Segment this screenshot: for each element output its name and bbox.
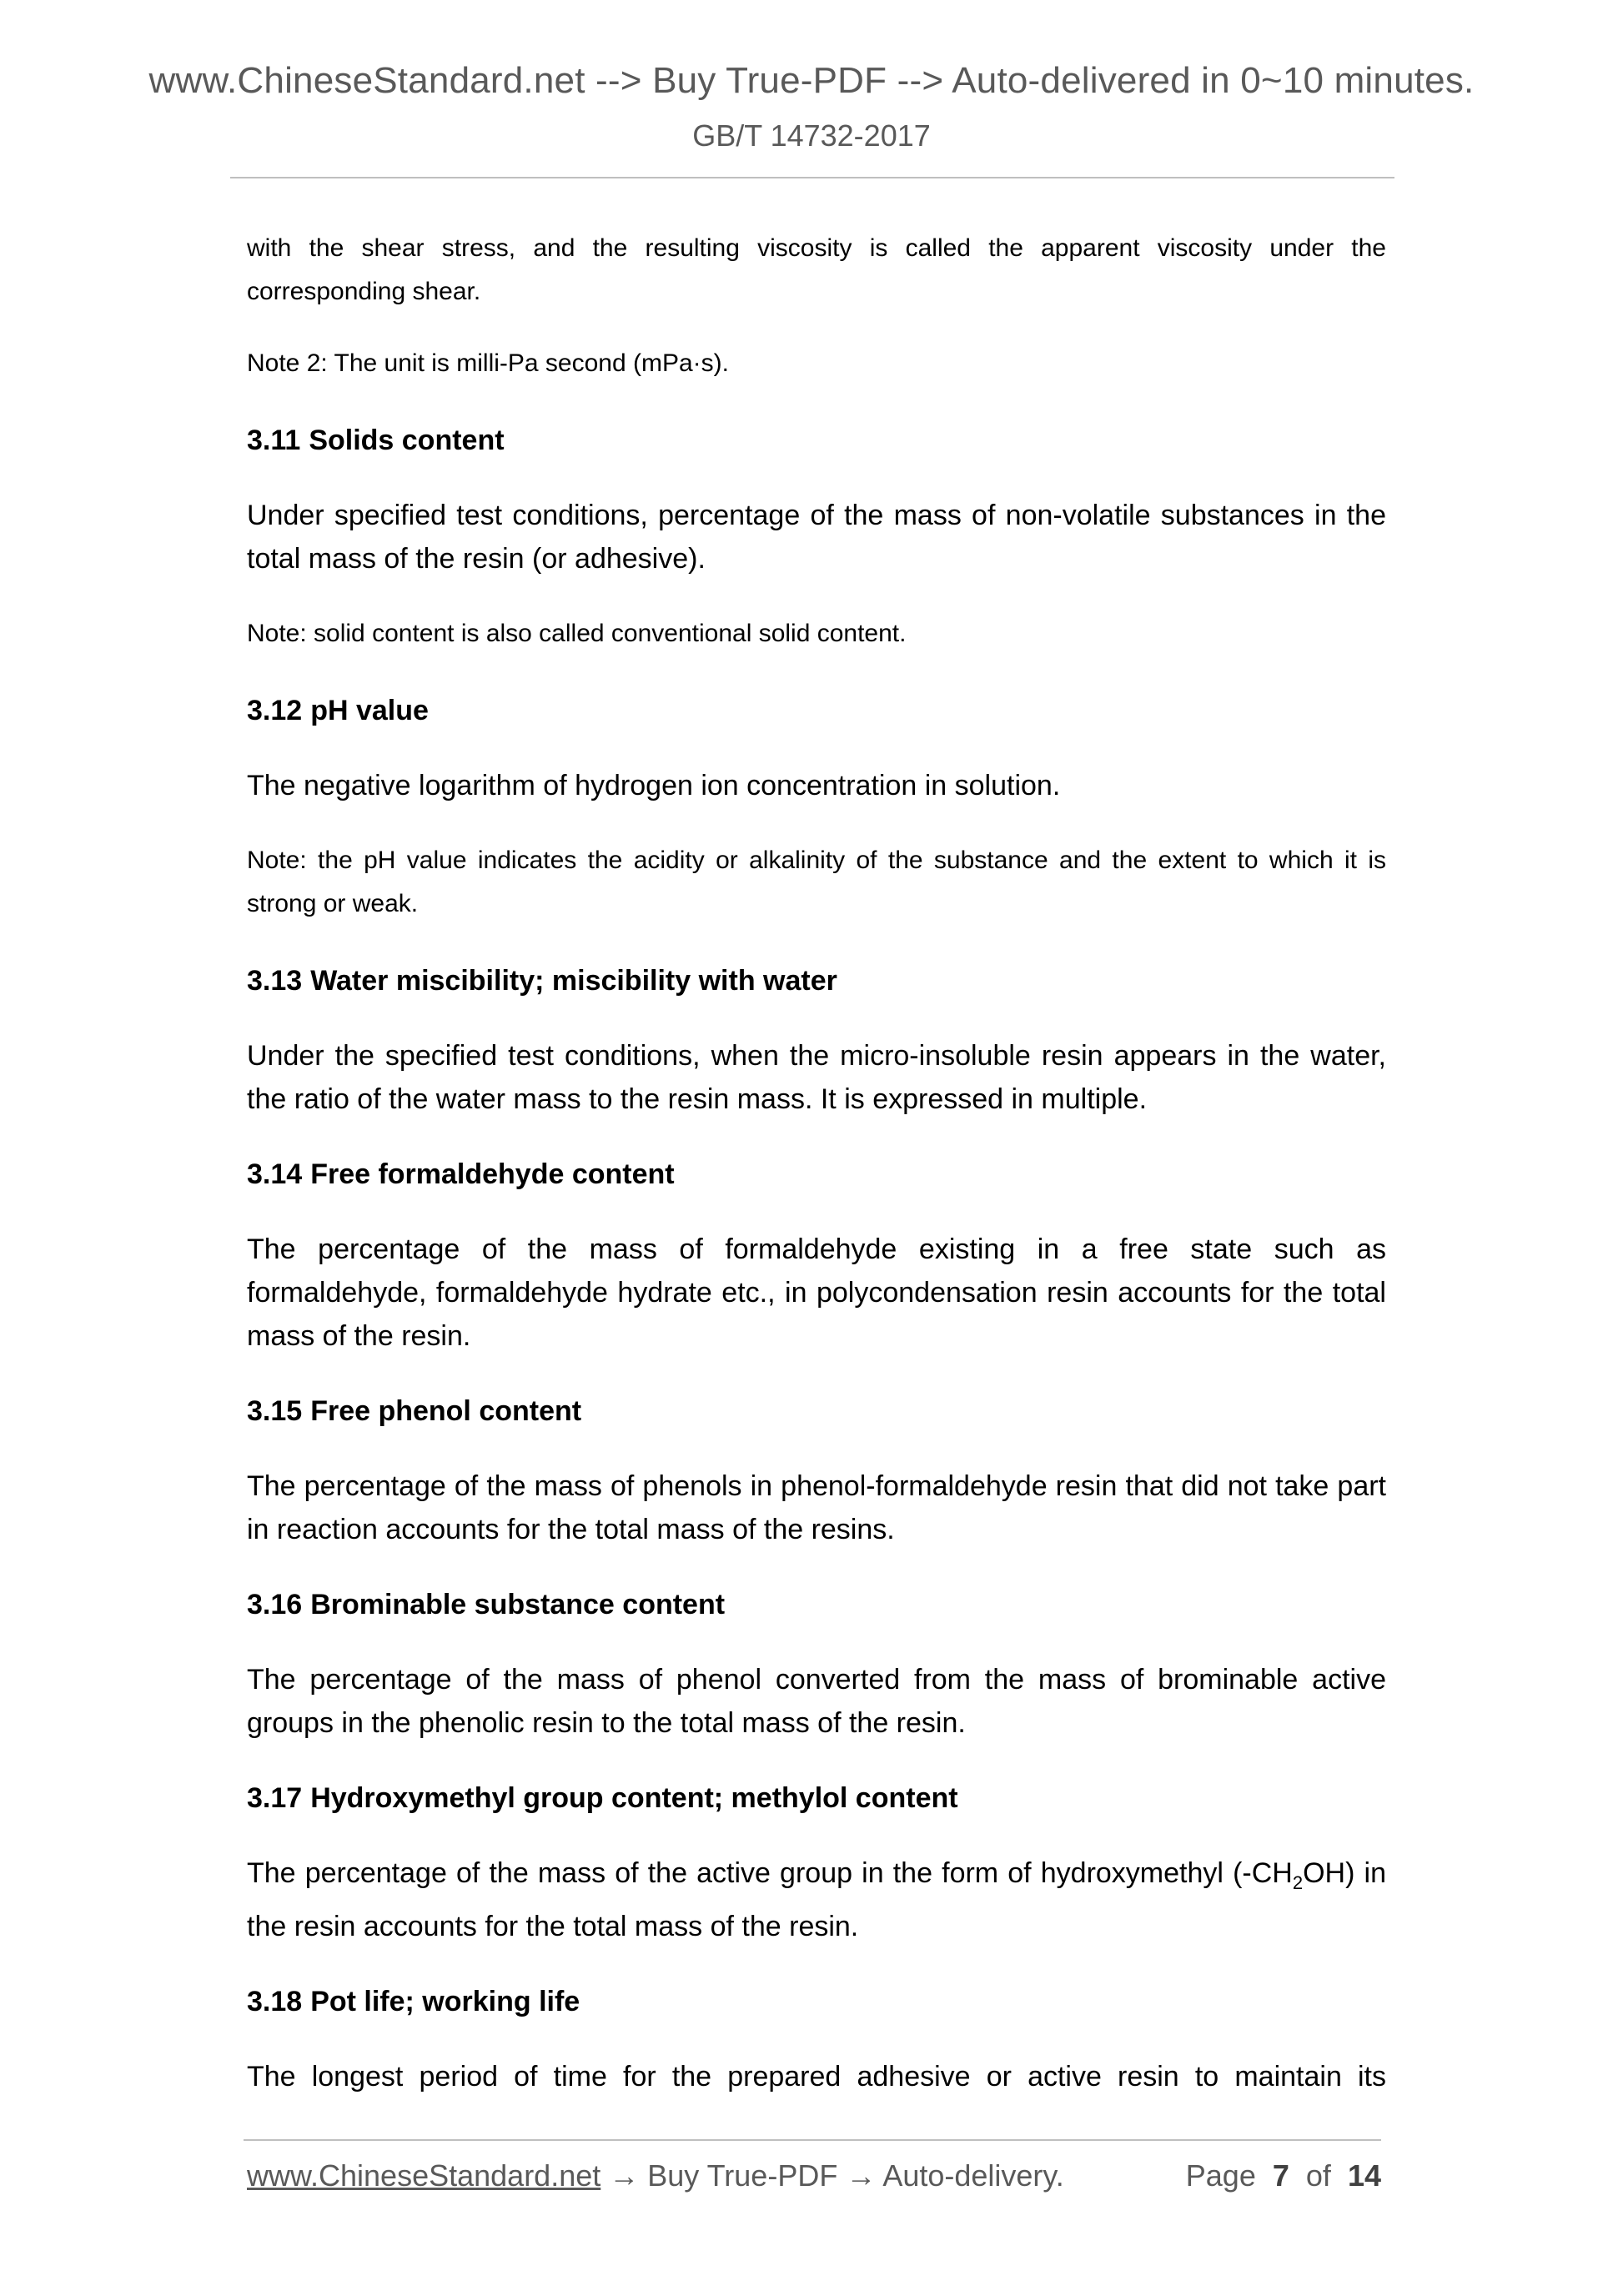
section-heading-3-15	[247, 1389, 1386, 1433]
section-number: 3.11	[247, 425, 301, 456]
footer-left	[247, 2158, 1064, 2193]
total-pages-number: 14	[1347, 2158, 1381, 2193]
section-text-3-13: Under the specified test conditions, when the micro-insoluble resin appears in the water, the ratio of the water mass to the resin mass. It is expressed in multiple.	[247, 1040, 1386, 1115]
section-text-3-15: The percentage of the mass of phenols in phenol-formaldehyde resin that did not take part in reaction accounts for the total mass of the resins.	[247, 1470, 1386, 1545]
section-text-3-12: The negative logarithm of hydrogen ion concentration in solution.	[247, 770, 1061, 801]
section-heading-3-18	[247, 1980, 1386, 2023]
note-unit: Note 2: The unit is milli-Pa second (mPa·s).	[247, 349, 729, 377]
section-title: pH value	[310, 695, 429, 726]
section-title: Solids content	[309, 425, 505, 456]
page-footer	[247, 2158, 1381, 2200]
section-heading-3-14	[247, 1153, 1386, 1196]
page-label: Page	[1185, 2158, 1256, 2193]
document-body	[247, 227, 1386, 2130]
section-note-3-11: Note: solid content is also called conventional solid content.	[247, 620, 907, 647]
section-title: Free phenol content	[310, 1395, 582, 1427]
section-heading-3-16	[247, 1583, 1386, 1626]
section-note-3-12: Note: the pH value indicates the acidity or alkalinity of the substance and the extent to which it is strong or weak.	[247, 847, 1386, 917]
section-title: Water miscibility; miscibility with water	[310, 965, 837, 997]
text-segment: The percentage of the mass of the active group in the form of hydroxymethyl (-CH	[247, 1857, 1293, 1889]
page-of-label: of	[1305, 2158, 1331, 2193]
section-number: 3.15	[247, 1395, 303, 1427]
section-number: 3.13	[247, 965, 303, 997]
section-number: 3.17	[247, 1782, 303, 1814]
intro-paragraph: with the shear stress, and the resulting viscosity is called the apparent viscosity under the corresponding shear.	[247, 234, 1386, 305]
section-title: Brominable substance content	[310, 1589, 726, 1620]
section-heading-3-11	[247, 419, 1386, 462]
section-number: 3.16	[247, 1589, 303, 1620]
section-text-3-18: The longest period of time for the prepared adhesive or active resin to maintain its	[247, 2060, 1386, 2093]
section-heading-3-17	[247, 1776, 1386, 1820]
section-text-3-16: The percentage of the mass of phenol converted from the mass of brominable active groups in the phenolic resin to the total mass of the resin.	[247, 1664, 1386, 1739]
section-text-3-17	[247, 1851, 1386, 1948]
section-number: 3.12	[247, 695, 303, 726]
section-heading-3-12	[247, 689, 1386, 732]
page-indicator	[1186, 2158, 1381, 2193]
chemical-subscript: 2	[1292, 1871, 1304, 1893]
website-link[interactable]: www.ChineseStandard.net	[247, 2158, 601, 2193]
section-number: 3.18	[247, 1985, 303, 2017]
footer-divider	[244, 2139, 1381, 2141]
section-number: 3.14	[247, 1158, 303, 1190]
section-title: Free formaldehyde content	[310, 1158, 675, 1190]
section-text-3-14: The percentage of the mass of formaldehyde existing in a free state such as formaldehyde, formaldehyde hydrate etc., in polycondensation resin accounts for the total mass of the resin.	[247, 1233, 1386, 1352]
section-title: Pot life; working life	[310, 1985, 580, 2017]
text-segment: OH) in the resin accounts for the total mass of the resin.	[247, 1857, 1386, 1942]
standard-number: GB/T 14732-2017	[692, 118, 931, 153]
footer-trail-text: → Buy True-PDF → Auto-delivery.	[600, 2158, 1064, 2193]
section-heading-3-13	[247, 959, 1386, 1002]
header-divider	[230, 177, 1394, 178]
section-text-3-11: Under specified test conditions, percentage of the mass of non-volatile substances in the total mass of the resin (or adhesive).	[247, 500, 1386, 575]
section-title: Hydroxymethyl group content; methylol content	[310, 1782, 958, 1814]
header-banner: www.ChineseStandard.net --> Buy True-PDF --> Auto-delivered in 0~10 minutes.	[148, 60, 1475, 101]
current-page-number: 7	[1272, 2158, 1289, 2193]
